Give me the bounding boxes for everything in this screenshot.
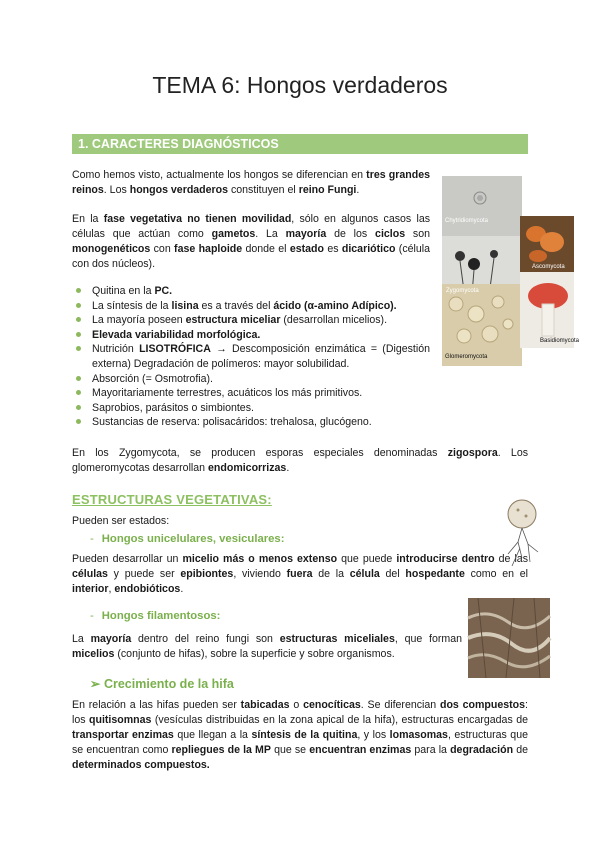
paragraph-zygomycota: En los Zygomycota, se producen esporas especiales denominadas zigospora. Los glomeromycotas desarrollan endomicorrizas. bbox=[72, 447, 529, 474]
list-item: La mayoría poseen estructura miceliar (desarrollan micelios). bbox=[72, 313, 430, 328]
subheading-unicelulares: - Hongos unicelulares, vesiculares: bbox=[90, 533, 285, 545]
list-item: La síntesis de la lisina es a través del ácido (α-amino Adípico). bbox=[72, 299, 430, 314]
fungi-collage-figure bbox=[442, 176, 580, 366]
vesicular-fungus-image bbox=[498, 496, 544, 570]
list-item: Sustancias de reserva: polisacáridos: trehalosa, glucógeno. bbox=[72, 415, 430, 430]
paragraph-hifa: En relación a las hifas pueden ser tabicadas o cenocíticas. Se diferencian dos compuestos: los quitisomnas (vesículas distribuidas en la zona apical de la hifa), estructuras encargadas de transportar enzimas que llegan a la síntesis de la quitina, y los lomasomas, estructuras que se encuentran como repliegues de la MP que se encuentran enzimas para la degradación de determinados compuestos. bbox=[72, 699, 528, 771]
mycelium-photo-figure bbox=[468, 598, 550, 678]
subheading-crecimiento-hifa: ➢ Crecimiento de la hifa bbox=[90, 677, 234, 691]
list-item: Absorción (= Osmotrofia). bbox=[72, 372, 430, 387]
figure-label-glomeromycota: Glomeromycota bbox=[445, 354, 488, 360]
mycelium-photo-image bbox=[468, 598, 550, 678]
list-item: Nutrición LISOTRÓFICA → Descomposición enzimática = (Digestión externa) Degradación de polímeros: mayor solubilidad. bbox=[72, 342, 430, 371]
paragraph-fase-vegetativa: En la fase vegetativa no tienen movilidad, sólo en algunos casos las células que actúan como gametos. La mayoría de los ciclos son monogenéticos con fase haploide donde el estado es dicariótico (célula con dos núcleos). bbox=[72, 213, 431, 270]
bullet-icon bbox=[76, 376, 81, 381]
figure-label-basidiomycota: Basidiomycota bbox=[540, 338, 580, 344]
figure-label-zygomycota: Zygomycota bbox=[446, 288, 479, 294]
paragraph-unicelulares: Pueden desarrollar un micelio más o menos extenso que puede introducirse dentro de las células y puede ser epibiontes, viviendo fuera de la célula del hospedante como en el interior, endobióticos. bbox=[72, 553, 528, 595]
bullet-icon bbox=[76, 288, 81, 293]
characteristics-list bbox=[72, 284, 430, 430]
paragraph-filamentosos: La mayoría dentro del reino fungi son estructuras miceliales, que forman micelios (conjunto de hifas), sobre la superficie y sobre organismos. bbox=[72, 633, 462, 660]
section-heading-estructuras: ESTRUCTURAS VEGETATIVAS: bbox=[72, 492, 272, 507]
vesicular-fungus-figure bbox=[498, 496, 544, 570]
list-item: Mayoritariamente terrestres, acuáticos los más primitivos. bbox=[72, 386, 430, 401]
bullet-icon bbox=[76, 390, 81, 395]
section-heading-caracteres: 1. CARACTERES DIAGNÓSTICOS bbox=[72, 134, 528, 154]
list-item: Elevada variabilidad morfológica. bbox=[72, 328, 430, 343]
figure-label-chytridiomycota: Chytridiomycota bbox=[445, 218, 489, 224]
list-item: Saprobios, parásitos o simbiontes. bbox=[72, 401, 430, 416]
subheading-filamentosos: - Hongos filamentosos: bbox=[90, 610, 221, 622]
bullet-icon bbox=[76, 303, 81, 308]
list-item: Quitina en la PC. bbox=[72, 284, 430, 299]
figure-label-ascomycota: Ascomycota bbox=[532, 264, 565, 270]
bullet-icon bbox=[76, 332, 81, 337]
bullet-icon bbox=[76, 346, 81, 351]
bullet-icon bbox=[76, 419, 81, 424]
arrow-icon: ➢ bbox=[90, 677, 101, 691]
bullet-icon bbox=[76, 317, 81, 322]
paragraph-estados: Pueden ser estados: bbox=[72, 515, 170, 527]
bullet-icon bbox=[76, 405, 81, 410]
page-title: TEMA 6: Hongos verdaderos bbox=[152, 72, 448, 98]
paragraph-intro: Como hemos visto, actualmente los hongos se diferencian en tres grandes reinos. Los hongos verdaderos constituyen el reino Fungi. bbox=[72, 169, 430, 196]
